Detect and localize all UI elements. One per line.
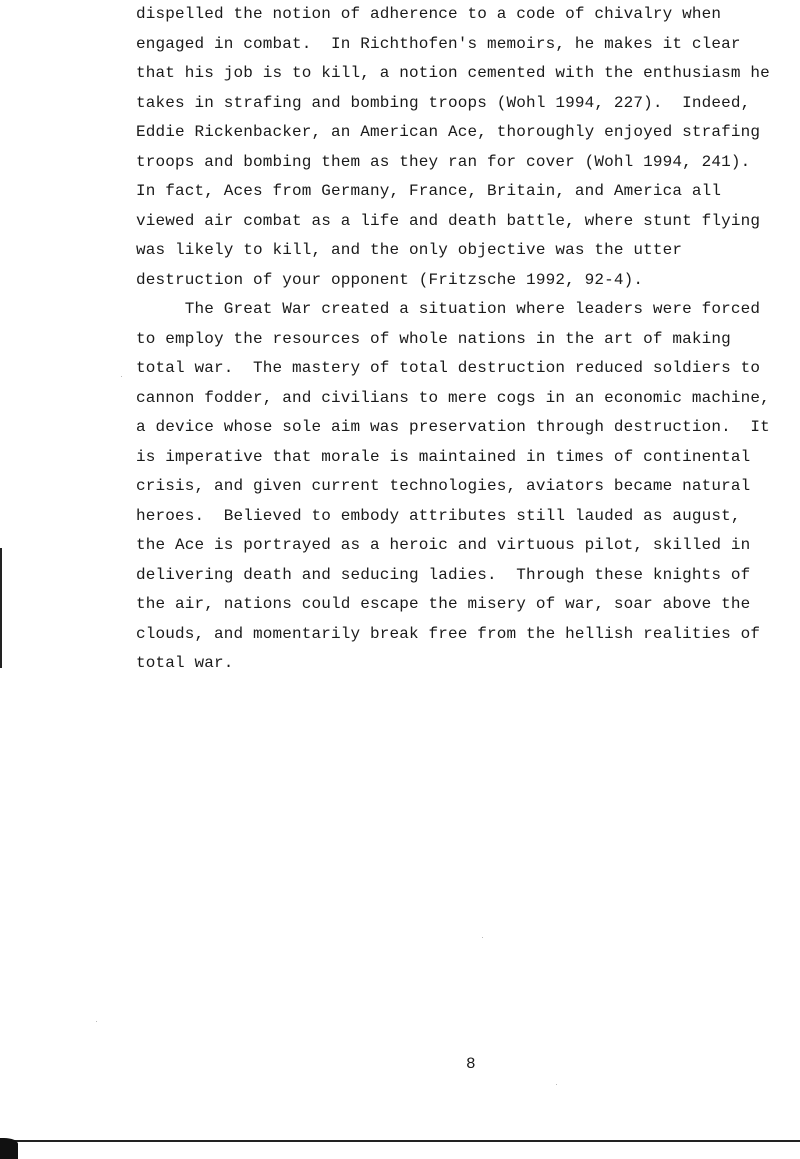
text-line: destruction of your opponent (Fritzsche 1992, 92-4). (136, 270, 644, 289)
text-line: to employ the resources of whole nations in the art of making (136, 329, 731, 348)
text-line: Eddie Rickenbacker, an American Ace, thoroughly enjoyed strafing (136, 123, 761, 141)
scan-speck (96, 1021, 97, 1022)
text-line: engaged in combat. In Richthofen's memoirs, he makes it clear (136, 34, 741, 53)
scan-speck (121, 376, 122, 377)
text-line: delivering death and seducing ladies. Through these knights of (136, 565, 751, 584)
text-line: total war. (136, 654, 234, 672)
scan-speck (482, 937, 483, 938)
text-line: total war. The mastery of total destruction reduced soldiers to (136, 359, 761, 377)
text-line: that his job is to kill, a notion cemented with the enthusiasm he (136, 64, 770, 82)
scan-bottom-rule (0, 1140, 800, 1142)
text-line: crisis, and given current technologies, aviators became natural (136, 477, 751, 495)
text-line: the air, nations could escape the misery of war, soar above the (136, 595, 751, 613)
text-line: In fact, Aces from Germany, France, Britain, and America all (136, 182, 722, 200)
page-number: 8 (466, 1055, 476, 1073)
text-line: is imperative that morale is maintained in times of continental (136, 447, 751, 466)
text-line: clouds, and momentarily break free from the hellish realities of (136, 624, 761, 643)
text-line: viewed air combat as a life and death battle, where stunt flying (136, 211, 761, 230)
paragraph-start-line: The Great War created a situation where leaders were forced (136, 300, 761, 318)
text-line: the Ace is portrayed as a heroic and virtuous pilot, skilled in (136, 536, 751, 554)
text-line: takes in strafing and bombing troops (Wohl 1994, 227). Indeed, (136, 93, 751, 112)
text-line: a device whose sole aim was preservation through destruction. It (136, 418, 770, 436)
text-line: heroes. Believed to embody attributes still lauded as august, (136, 506, 741, 525)
scan-corner-mark (0, 1138, 18, 1159)
text-line: was likely to kill, and the only objective was the utter (136, 241, 683, 259)
text-line: dispelled the notion of adherence to a code of chivalry when (136, 5, 722, 23)
text-line: troops and bombing them as they ran for cover (Wohl 1994, 241). (136, 152, 751, 171)
text-line: cannon fodder, and civilians to mere cogs in an economic machine, (136, 388, 770, 407)
scan-speck (556, 1084, 557, 1085)
scan-edge-artifact (0, 548, 2, 668)
